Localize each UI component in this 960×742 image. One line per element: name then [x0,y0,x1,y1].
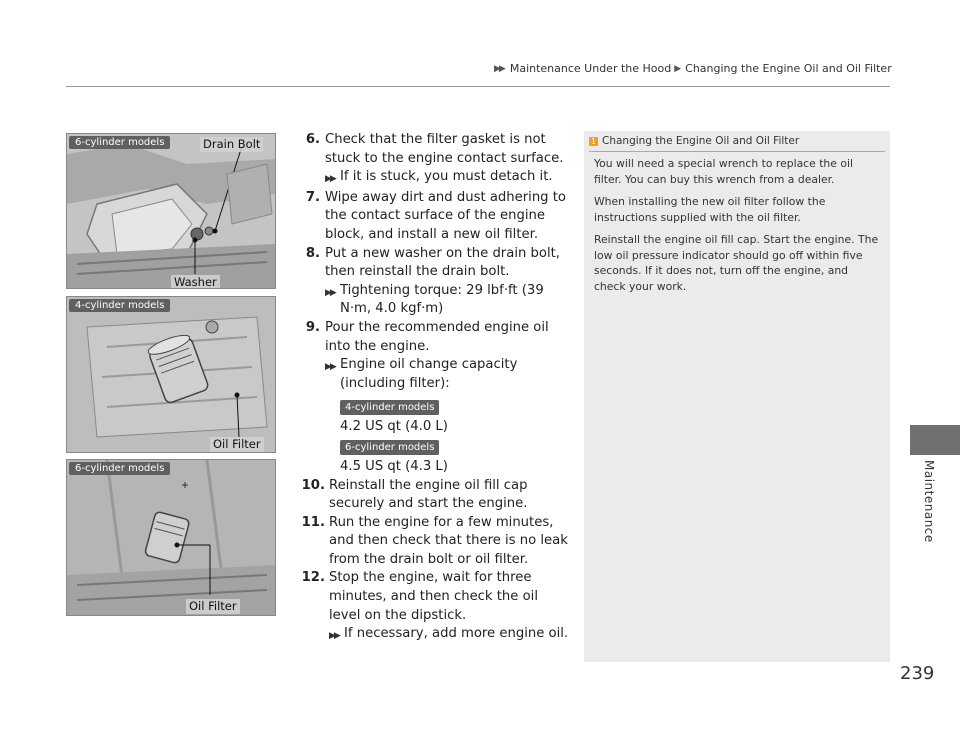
arrow-icon: ▶▶ [325,287,335,298]
photo-tag: 6-cylinder models [69,462,170,475]
step-number: 11. [301,514,325,530]
capacity-value: 4.2 US qt (4.0 L) [340,419,448,435]
step-text: Check that the filter gasket is not stuck to the engine contact surface. [325,132,564,166]
step-substep [329,625,572,646]
breadcrumb-separator-icon: ▶ [674,63,680,74]
model-tag: 6-cylinder models [340,440,439,455]
capacity-value: 4.5 US qt (4.3 L) [340,458,448,474]
drain-bolt-callout: Drain Bolt [200,137,263,152]
photo-tag: 4-cylinder models [69,299,170,312]
substep-text: Tightening torque: 29 lbf·ft (39 N·m, 4.0 kgf·m) [340,282,544,317]
substep-text: Engine oil change capacity (including filter): [340,357,518,391]
note-title[interactable] [589,135,799,147]
step-number: 7. [305,189,320,205]
oil-filter-6cyl-illustration [67,460,275,615]
step-substep [325,168,572,189]
breadcrumb [494,62,892,75]
oil-filter-callout: Oil Filter [186,599,240,614]
photo-tag: 6-cylinder models [69,136,170,149]
note-body [594,156,879,301]
procedure-steps [292,131,572,646]
oil-filter-callout: Oil Filter [210,437,264,452]
step-text: Put a new washer on the drain bolt, then reinstall the drain bolt. [325,245,560,280]
drain-bolt-photo [66,133,276,289]
capacity-4cyl [340,397,572,418]
breadcrumb-section[interactable]: Maintenance Under the Hood [509,62,672,75]
step-substep [325,356,572,393]
note-divider [589,151,885,152]
step-number: 12. [301,570,325,586]
note-paragraph: When installing the new oil filter follow the instructions supplied with the oil filter. [594,195,826,224]
step-number: 6. [305,132,320,147]
header-divider [66,86,890,87]
section-label: Maintenance [922,460,936,543]
reference-icon: 1 [590,136,597,146]
note-panel [584,131,890,662]
capacity-6cyl [340,437,572,458]
oil-filter-4cyl-illustration [67,297,275,452]
arrow-icon: ▶▶ [325,174,335,185]
page-number: 239 [900,663,935,684]
substep-text: If necessary, add more engine oil. [344,626,569,642]
step-12 [292,569,572,645]
step-text: Run the engine for a few minutes, and then check that there is no leak from the drain bolt or oil filter. [329,514,568,567]
step-text: Pour the recommended engine oil into the engine. [325,319,549,354]
oil-filter-4cyl-photo [66,296,276,453]
substep-text: If it is stuck, you must detach it. [340,169,553,185]
step-number: 8. [305,245,320,261]
arrow-icon: ▶▶ [329,631,339,642]
step-text: Stop the engine, wait for three minutes, and then check the oil level on the dipstick. [329,570,538,623]
model-tag: 4-cylinder models [340,400,439,415]
step-9 [292,319,572,477]
arrow-icon: ▶▶ [325,362,335,373]
step-10 [292,477,572,514]
step-8 [292,245,572,319]
step-number: 10. [301,477,325,493]
note-paragraph: You will need a special wrench to replace the oil filter. You can buy this wrench from a dealer. [594,157,853,186]
washer-callout: Washer [171,275,220,289]
step-7 [292,189,572,245]
step-text: Reinstall the engine oil fill cap securely and start the engine. [329,477,528,512]
section-tab[interactable] [910,425,960,455]
note-paragraph: Reinstall the engine oil fill cap. Start the engine. The low oil pressure indicator should go off within five seconds. If it does not, turn off the engine, and check your work. [594,233,879,293]
step-6 [292,131,572,189]
step-number: 9. [305,319,320,335]
step-11 [292,514,572,570]
breadcrumb-arrow-icon: ▶▶ [494,63,504,74]
note-title-text: Changing the Engine Oil and Oil Filter [602,135,800,147]
step-text: Wipe away dirt and dust adhering to the contact surface of the engine block, and install a new oil filter. [325,189,566,242]
oil-filter-6cyl-photo [66,459,276,616]
step-substep [325,282,572,319]
breadcrumb-page[interactable]: Changing the Engine Oil and Oil Filter [685,62,892,75]
engine-underside-illustration [67,134,275,288]
